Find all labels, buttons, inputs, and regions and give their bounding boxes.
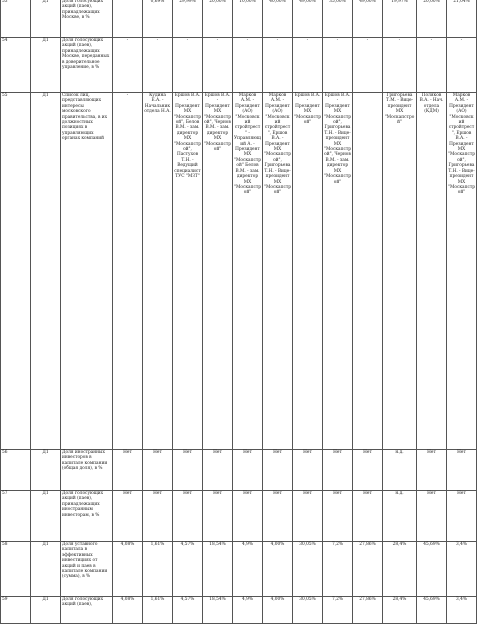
row-number: 57 bbox=[1, 491, 31, 542]
table-body bbox=[1, 0, 477, 624]
row-code: Д1 bbox=[31, 542, 61, 597]
value-cell: Нет bbox=[113, 491, 143, 542]
table-row bbox=[1, 93, 477, 450]
value-cell: Марков А.М. - Президент (АО) "Московский стройтрест" - Управляющий А. - Президент МХ "Москапстрой" Белов В.М. - зам. директор МХ "Москапстрой" bbox=[233, 93, 263, 450]
value-cell: 0,69% bbox=[143, 0, 173, 38]
value-cell: Нет bbox=[417, 491, 447, 542]
value-cell: 4,08% bbox=[113, 542, 143, 597]
value-cell: Нет bbox=[173, 491, 203, 542]
value-cell: н.д. bbox=[383, 450, 417, 491]
value-cell: 4,08% bbox=[113, 597, 143, 624]
row-code: Д1 bbox=[31, 93, 61, 450]
value-cell: - bbox=[293, 38, 323, 93]
value-cell: Нет bbox=[353, 491, 383, 542]
value-cell: 1,61% bbox=[143, 597, 173, 624]
value-cell: Нет bbox=[263, 450, 293, 491]
value-cell: 27,86% bbox=[353, 542, 383, 597]
value-cell: 40,00% bbox=[263, 0, 293, 38]
value-cell: - bbox=[353, 38, 383, 93]
value-cell: Нет bbox=[143, 491, 173, 542]
value-cell: 28,4% bbox=[383, 542, 417, 597]
value-cell: - bbox=[203, 38, 233, 93]
value-cell: 4,00% bbox=[263, 597, 293, 624]
value-cell: 1,61% bbox=[143, 542, 173, 597]
value-cell: 27,86% bbox=[353, 597, 383, 624]
row-number: 56 bbox=[1, 450, 31, 491]
value-cell: 21,04% bbox=[447, 0, 477, 38]
value-cell: Марков А.М. - Президент (АО) "Московский стройтрест", Ершов В.А. - Президент МХ "Москапстрой", Григорьева Т.Н. - Вице-президент МХ "Москапстрой" bbox=[263, 93, 293, 450]
value-cell bbox=[113, 0, 143, 38]
table-row bbox=[1, 542, 477, 597]
value-cell: Ершов В.А. - Президент МХ "Москапстрой", Белов В.М. - зам. директор МХ "Москапстрой", Пастухов Т.Н. - Ведущий специалист ТУС "МЗТ" bbox=[173, 93, 203, 450]
value-cell: н.д. bbox=[383, 491, 417, 542]
value-cell: Нет bbox=[233, 450, 263, 491]
value-cell: Нет bbox=[203, 491, 233, 542]
value-cell: - bbox=[263, 38, 293, 93]
row-label: Доля уставного капитала в эффективных инвестициях от акций и паев в капитале компании (сумма), в % bbox=[61, 542, 113, 597]
value-cell: 4,00% bbox=[263, 542, 293, 597]
value-cell: 3,4% bbox=[447, 542, 477, 597]
value-cell: 3,4% bbox=[447, 597, 477, 624]
value-cell: Нет bbox=[203, 450, 233, 491]
table-row bbox=[1, 450, 477, 491]
row-label: Доля голосующих акций (паев), принадлежащих иностранным инвесторам, в % bbox=[61, 491, 113, 542]
value-cell: 4,57% bbox=[173, 542, 203, 597]
row-code: Д1 bbox=[31, 0, 61, 38]
table-row bbox=[1, 491, 477, 542]
row-code: Д1 bbox=[31, 597, 61, 624]
row-code: Д1 bbox=[31, 38, 61, 93]
row-number: 55 bbox=[1, 93, 31, 450]
value-cell: 29,99% bbox=[173, 0, 203, 38]
row-number: 58 bbox=[1, 542, 31, 597]
value-cell: - bbox=[113, 93, 143, 450]
value-cell bbox=[353, 93, 383, 450]
value-cell: - bbox=[113, 38, 143, 93]
value-cell: 7,2% bbox=[323, 597, 353, 624]
value-cell: 4,9% bbox=[233, 597, 263, 624]
value-cell: Нет bbox=[447, 450, 477, 491]
value-cell: - bbox=[173, 38, 203, 93]
value-cell: Поляков В.А. - Нач. отдела (КДМ) bbox=[417, 93, 447, 450]
row-number: 53 bbox=[1, 0, 31, 38]
row-number: 54 bbox=[1, 38, 31, 93]
row-label: Доля голосующих акций (паев), принадлежащих Москве, переданных в доверительное управление, в % bbox=[61, 38, 113, 93]
value-cell: 30,05% bbox=[293, 542, 323, 597]
table-row bbox=[1, 38, 477, 93]
row-label: Доля иностранных инвесторов в капитале компании (общая доля), в % bbox=[61, 450, 113, 491]
value-cell: 18,54% bbox=[203, 542, 233, 597]
value-cell: Нет bbox=[353, 450, 383, 491]
table-row bbox=[1, 597, 477, 624]
value-cell: 10,00% bbox=[233, 0, 263, 38]
value-cell: - bbox=[233, 38, 263, 93]
row-label: Список лиц, представляющих интересы московского правительства, в их должностных позициях в управляющих органах компаний bbox=[61, 93, 113, 450]
value-cell: - bbox=[143, 38, 173, 93]
value-cell: 7,2% bbox=[323, 542, 353, 597]
value-cell: Нет bbox=[113, 450, 143, 491]
table-row bbox=[1, 0, 477, 38]
value-cell: 45,69% bbox=[417, 542, 447, 597]
value-cell: 49,00% bbox=[353, 0, 383, 38]
value-cell: 28,4% bbox=[383, 597, 417, 624]
row-code: Д1 bbox=[31, 450, 61, 491]
value-cell: Нет bbox=[447, 491, 477, 542]
value-cell: Ершов В.А. - Президент МХ "Москапстрой" bbox=[293, 93, 323, 450]
value-cell: 4,9% bbox=[233, 542, 263, 597]
value-cell: 30,05% bbox=[293, 597, 323, 624]
row-label: Доля голосующих акций (паев), bbox=[61, 597, 113, 624]
value-cell: Нет bbox=[293, 450, 323, 491]
value-cell: Нет bbox=[323, 491, 353, 542]
value-cell: - bbox=[323, 38, 353, 93]
value-cell: 35,00% bbox=[323, 0, 353, 38]
value-cell: 20,00% bbox=[417, 0, 447, 38]
value-cell: 20,00% bbox=[203, 0, 233, 38]
value-cell: Нет bbox=[293, 491, 323, 542]
value-cell: Кудина Е.А. - Начальник отдела Н.А. bbox=[143, 93, 173, 450]
value-cell: Ершов В.А. - Президент МХ "Москапстрой", Чернов В.М. - зам. директор МХ "Москапстрой" bbox=[203, 93, 233, 450]
value-cell: 49,00% bbox=[293, 0, 323, 38]
value-cell: Нет bbox=[233, 491, 263, 542]
value-cell: Нет bbox=[417, 450, 447, 491]
row-label: Доля голосующих акций (паев), принадлежащих Москве, в % bbox=[61, 0, 113, 38]
value-cell: Григорьева Т.М. - Вице-президент МХ "Москапстрой" bbox=[383, 93, 417, 450]
value-cell: Нет bbox=[323, 450, 353, 491]
value-cell: - bbox=[417, 38, 447, 93]
value-cell: 19,97% bbox=[383, 0, 417, 38]
value-cell: - bbox=[383, 38, 417, 93]
value-cell: 4,57% bbox=[173, 597, 203, 624]
row-number: 59 bbox=[1, 597, 31, 624]
value-cell: Ершов В.А. - Президент МХ "Москапстрой", Григорьева Т.Н. - Вице-президент МХ "Москапстрой", Чернов В.М. - зам. директор МХ "Москапстрой" bbox=[323, 93, 353, 450]
value-cell: Нет bbox=[173, 450, 203, 491]
row-code: Д1 bbox=[31, 491, 61, 542]
value-cell: Марков А.М. - Президент (АО) "Московский стройтрест", Ершов В.А. - Президент МХ "Москапстрой", Григорьева Т.Н. - Вице-президент МХ "Москапстрой" bbox=[447, 93, 477, 450]
value-cell: 45,69% bbox=[417, 597, 447, 624]
value-cell: Нет bbox=[263, 491, 293, 542]
value-cell: Нет bbox=[143, 450, 173, 491]
value-cell: 18,54% bbox=[203, 597, 233, 624]
value-cell: - bbox=[447, 38, 477, 93]
